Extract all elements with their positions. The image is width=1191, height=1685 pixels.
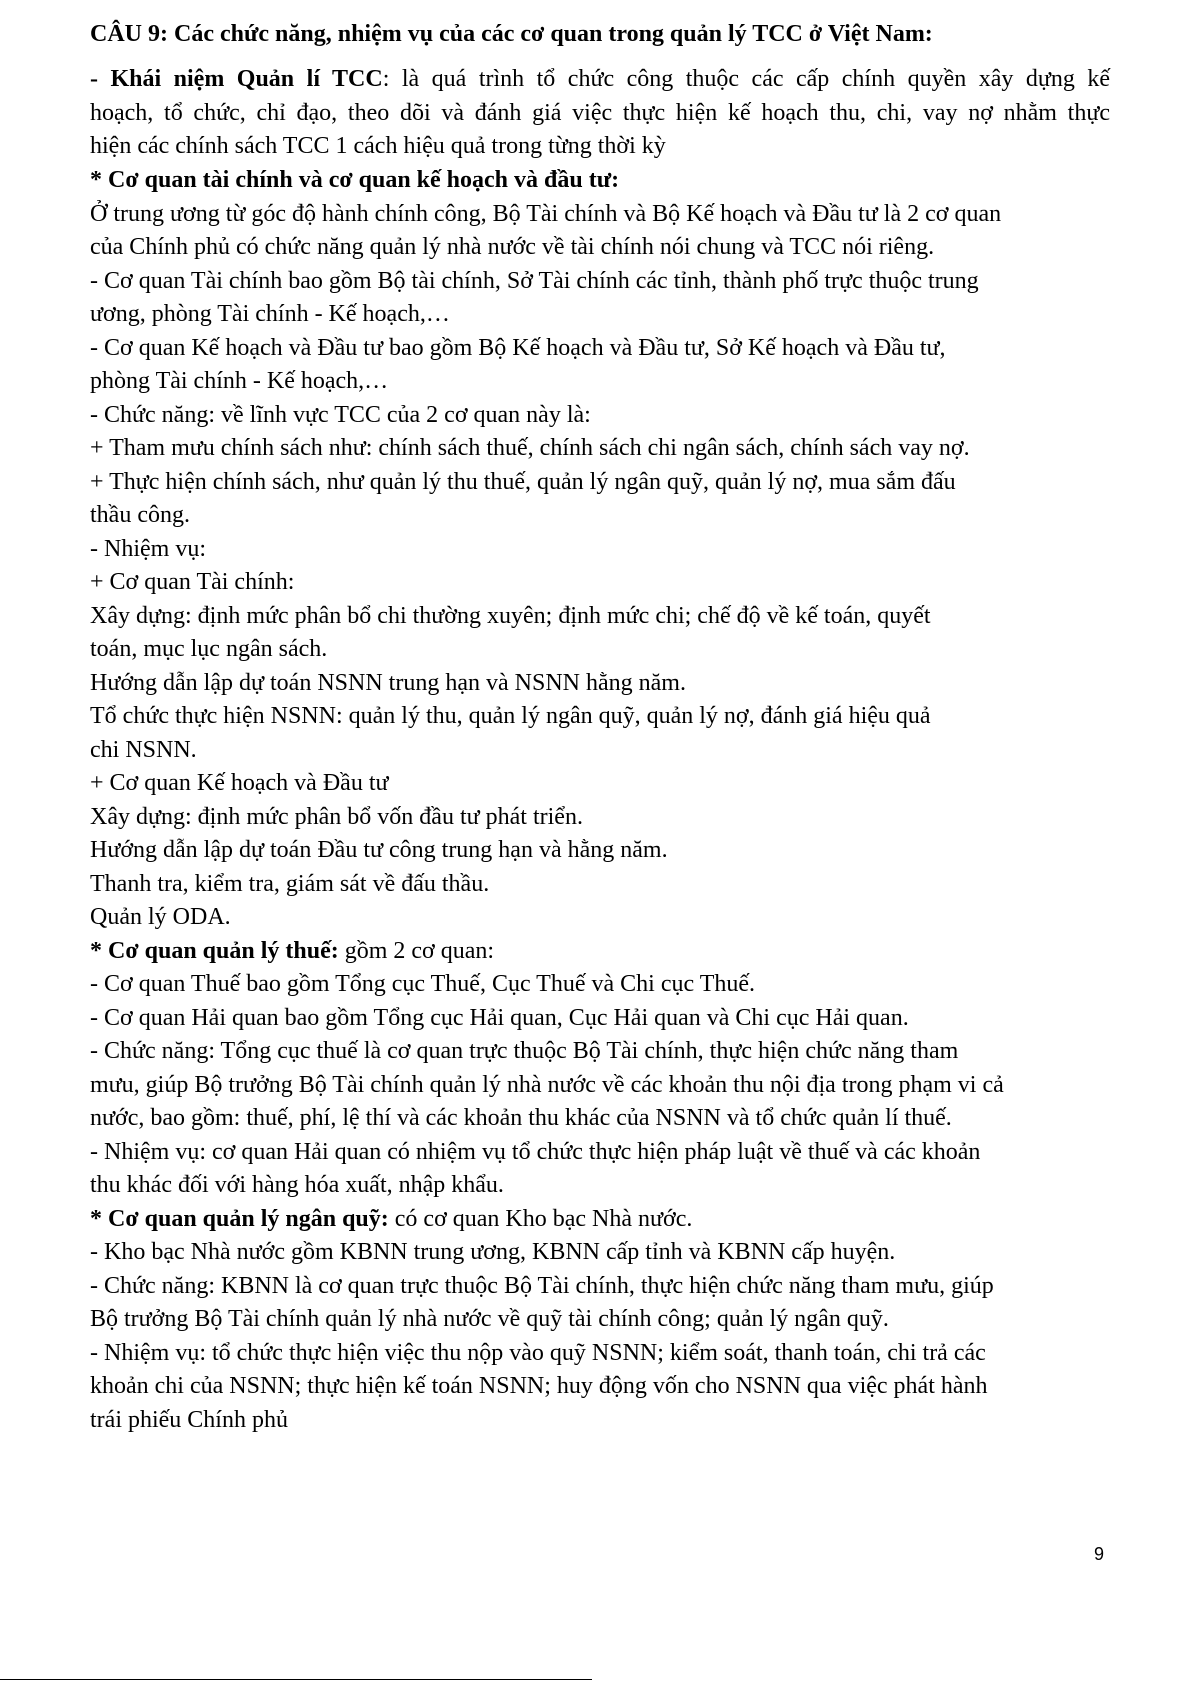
body-line: phòng Tài chính - Kế hoạch,… <box>90 368 389 394</box>
body-line: khoản chi của NSNN; thực hiện kế toán NSNN; huy động vốn cho NSNN qua việc phát hành <box>90 1373 988 1399</box>
body-line: - Cơ quan Kế hoạch và Đầu tư bao gồm Bộ Kế hoạch và Đầu tư, Sở Kế hoạch và Đầu tư, <box>90 335 946 361</box>
body-line: Tổ chức thực hiện NSNN: quản lý thu, quản lý ngân quỹ, quản lý nợ, đánh giá hiệu quả <box>90 703 931 729</box>
body-line: trái phiếu Chính phủ <box>90 1407 288 1433</box>
body-line: Ở trung ương từ góc độ hành chính công, Bộ Tài chính và Bộ Kế hoạch và Đầu tư là 2 cơ quan <box>90 201 1002 227</box>
body-line: Xây dựng: định mức phân bổ vốn đầu tư phát triển. <box>90 804 583 830</box>
body-line: nước, bao gồm: thuế, phí, lệ thí và các khoản thu khác của NSNN và tổ chức quản lí thuế. <box>90 1105 952 1131</box>
body-line: + Tham mưu chính sách như: chính sách thuế, chính sách chi ngân sách, chính sách vay nợ. <box>90 435 970 461</box>
body-line: - Nhiệm vụ: <box>90 536 206 562</box>
definition-line: hoạch, tổ chức, chỉ đạo, theo dõi và đánh giá việc thực hiện kế hoạch thu, chi, vay nợ nhằm thực <box>90 100 1110 126</box>
section-title-tax-rest: gồm 2 cơ quan: <box>338 938 495 964</box>
body-line: + Thực hiện chính sách, như quản lý thu thuế, quản lý ngân quỹ, quản lý nợ, mua sắm đấu <box>90 469 956 495</box>
body-line: - Cơ quan Tài chính bao gồm Bộ tài chính, Sở Tài chính các tỉnh, thành phố trực thuộc trung <box>90 268 979 294</box>
section-heading-treasury <box>90 1201 1110 1237</box>
section-title-finance-planning: * Cơ quan tài chính và cơ quan kế hoạch và đầu tư: <box>90 167 620 193</box>
definition-line: hiện các chính sách TCC 1 cách hiệu quả trong từng thời kỳ <box>90 133 666 159</box>
page-number: 9 <box>1094 1544 1105 1564</box>
body-line: + Cơ quan Tài chính: <box>90 569 295 595</box>
section-title-treasury: * Cơ quan quản lý ngân quỹ: <box>90 1206 389 1232</box>
definition-term: - Khái niệm Quản lí TCC <box>90 66 383 92</box>
body-line: - Nhiệm vụ: cơ quan Hải quan có nhiệm vụ tổ chức thực hiện pháp luật về thuế và các khoản <box>90 1139 981 1165</box>
definition-line <box>90 61 1110 97</box>
body-line: mưu, giúp Bộ trưởng Bộ Tài chính quản lý nhà nước về các khoản thu nội địa trong phạm vi cả <box>90 1072 1004 1098</box>
body-line: chi NSNN. <box>90 737 197 763</box>
body-line: Hướng dẫn lập dự toán NSNN trung hạn và NSNN hằng năm. <box>90 670 686 696</box>
question-heading: CÂU 9: Các chức năng, nhiệm vụ của các cơ quan trong quản lý TCC ở Việt Nam: <box>90 21 933 47</box>
body-line: - Chức năng: KBNN là cơ quan trực thuộc Bộ Tài chính, thực hiện chức năng tham mưu, giúp <box>90 1273 994 1299</box>
body-line: toán, mục lục ngân sách. <box>90 636 328 662</box>
body-line: ương, phòng Tài chính - Kế hoạch,… <box>90 301 450 327</box>
body-line: Hướng dẫn lập dự toán Đầu tư công trung hạn và hằng năm. <box>90 837 668 863</box>
body-line: Xây dựng: định mức phân bổ chi thường xuyên; định mức chi; chế độ về kế toán, quyết <box>90 603 931 629</box>
body-line: Bộ trưởng Bộ Tài chính quản lý nhà nước về quỹ tài chính công; quản lý ngân quỹ. <box>90 1306 889 1332</box>
section-title-tax: * Cơ quan quản lý thuế: <box>90 938 339 964</box>
section-heading-tax <box>90 933 1110 969</box>
body-line: Thanh tra, kiểm tra, giám sát về đấu thầu. <box>90 871 490 897</box>
bottom-divider <box>0 1679 592 1680</box>
section-title-treasury-rest: có cơ quan Kho bạc Nhà nước. <box>388 1206 693 1232</box>
definition-text: : là quá trình tổ chức công thuộc các cấp chính quyền xây dựng kế <box>382 66 1111 92</box>
body-line: - Kho bạc Nhà nước gồm KBNN trung ương, KBNN cấp tỉnh và KBNN cấp huyện. <box>90 1239 896 1265</box>
body-line: của Chính phủ có chức năng quản lý nhà nước về tài chính nói chung và TCC nói riêng. <box>90 234 935 260</box>
body-line: - Cơ quan Hải quan bao gồm Tổng cục Hải quan, Cục Hải quan và Chi cục Hải quan. <box>90 1005 909 1031</box>
body-line: - Chức năng: Tổng cục thuế là cơ quan trực thuộc Bộ Tài chính, thực hiện chức năng tham <box>90 1038 959 1064</box>
body-line: - Chức năng: về lĩnh vực TCC của 2 cơ quan này là: <box>90 402 591 428</box>
body-line: - Cơ quan Thuế bao gồm Tổng cục Thuế, Cục Thuế và Chi cục Thuế. <box>90 971 756 997</box>
body-line: thu khác đối với hàng hóa xuất, nhập khẩu. <box>90 1172 504 1198</box>
body-line: Quản lý ODA. <box>90 904 231 930</box>
body-line: - Nhiệm vụ: tổ chức thực hiện việc thu nộp vào quỹ NSNN; kiểm soát, thanh toán, chi trả các <box>90 1340 986 1366</box>
body-line: thầu công. <box>90 502 190 528</box>
body-line: + Cơ quan Kế hoạch và Đầu tư <box>90 770 389 796</box>
